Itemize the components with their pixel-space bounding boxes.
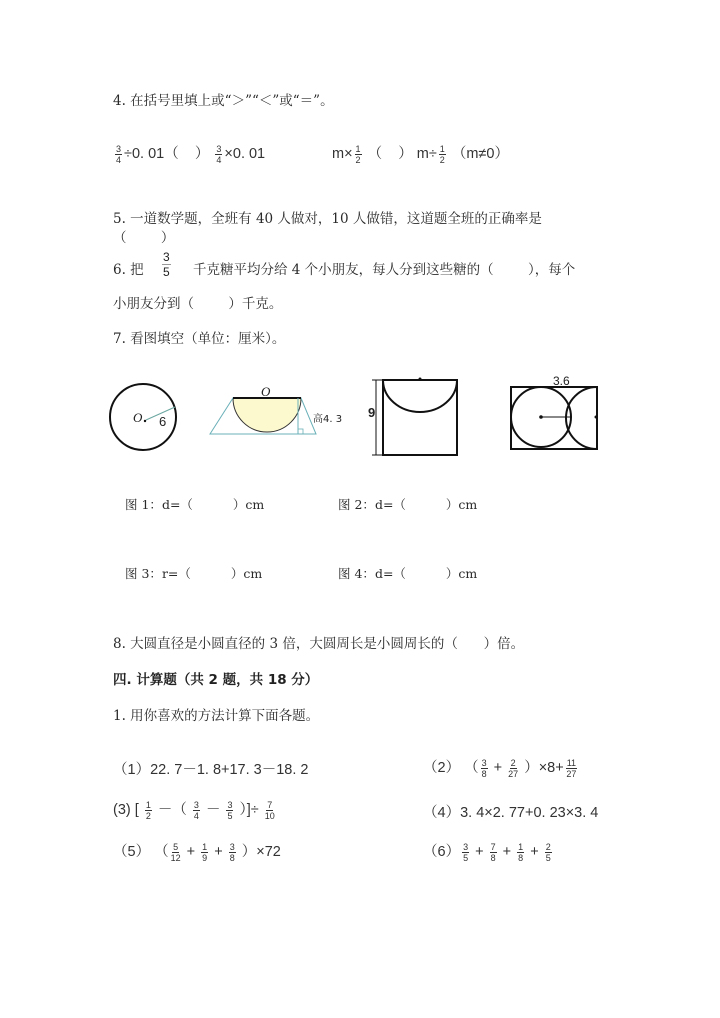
q6-fraction: $\frac{3}{5}$ bbox=[163, 250, 170, 279]
section-heading: 四. 计算题（共 2 题，共 18 分） bbox=[113, 672, 319, 688]
answer-blank[interactable]: （ ） bbox=[367, 146, 413, 162]
fig4-top-label: 3.6 bbox=[553, 374, 570, 388]
fraction: $\frac{1}{2}$ bbox=[355, 143, 361, 165]
problem-1: （1）22. 7－1. 8+17. 3－18. 2 bbox=[113, 762, 309, 778]
problem-3: (3) [ $\frac{1}{2}$ －（ $\frac{3}{4}$ － $\frac{3}{5}$ ）]÷ $\frac{7}{10}$ bbox=[113, 799, 275, 821]
fraction: $\frac{3}{4}$ bbox=[216, 143, 222, 165]
fraction: $\frac{3}{4}$ bbox=[116, 143, 122, 165]
fig2-height-label: 高4. 3 bbox=[313, 414, 343, 425]
q5-answer-blank[interactable]: （ ） bbox=[113, 230, 175, 246]
fig1-answer: 图 1：d=（ ）cm bbox=[125, 497, 265, 512]
section-instruction: 1. 用你喜欢的方法计算下面各题。 bbox=[113, 708, 320, 724]
fig4-answer: 图 4：d=（ ）cm bbox=[338, 566, 478, 581]
q4-title: 4. 在括号里填上或“＞”“＜”或“＝”。 bbox=[113, 93, 334, 109]
problem-4: （4）3. 4×2. 77+0. 23×3. 4 bbox=[423, 805, 599, 821]
q8-text: 8. 大圆直径是小圆直径的 3 倍，大圆周长是小圆周长的（ ）倍。 bbox=[113, 636, 525, 652]
q4-item-2: m× $\frac{1}{2}$ （ ） m÷ $\frac{1}{2}$ （m≠0） bbox=[332, 143, 509, 165]
fig2-center-label: O bbox=[261, 384, 271, 399]
fig1-radius-label: 6 bbox=[159, 414, 167, 429]
answer-blank[interactable]: ） bbox=[178, 146, 210, 162]
fig2-answer: 图 2：d=（ ）cm bbox=[338, 497, 478, 512]
q5-line1: 5. 一道数学题，全班有 40 人做对，10 人做错，这道题全班的正确率是 bbox=[113, 211, 542, 227]
fig3-side-label: 9 bbox=[368, 405, 376, 420]
fraction: $\frac{1}{2}$ bbox=[439, 143, 445, 165]
fig1-center-label: O bbox=[133, 410, 143, 425]
q6-prefix: 6. 把 bbox=[113, 262, 144, 278]
q6-line2: 小朋友分到（ ）千克。 bbox=[113, 296, 283, 312]
q4-item-1: $\frac{3}{4}$ ÷0. 01（ ） $\frac{3}{4}$ ×0. 01 bbox=[116, 143, 266, 165]
problem-6: （6） $\frac{3}{5}$ + $\frac{7}{8}$ + $\frac{1}{8}$ + $\frac{2}{5}$ bbox=[423, 841, 551, 863]
problem-2: （2） （ $\frac{3}{8}$ + $\frac{2}{27}$ ）×8+ $\frac{11}{27}$ bbox=[423, 757, 577, 779]
q7-title: 7. 看图填空（单位：厘米）。 bbox=[113, 331, 286, 347]
figure-3-square bbox=[360, 370, 470, 465]
q6-line1: 千克糖平均分给 4 个小朋友，每人分到这些糖的（ ），每个 bbox=[193, 262, 576, 278]
problem-5: （5） （ $\frac{5}{12}$ + $\frac{1}{9}$ + $\frac{3}{8}$ ）×72 bbox=[113, 841, 281, 863]
fig3-answer: 图 3：r=（ ）cm bbox=[125, 566, 263, 581]
figure-1-circle bbox=[100, 370, 190, 465]
